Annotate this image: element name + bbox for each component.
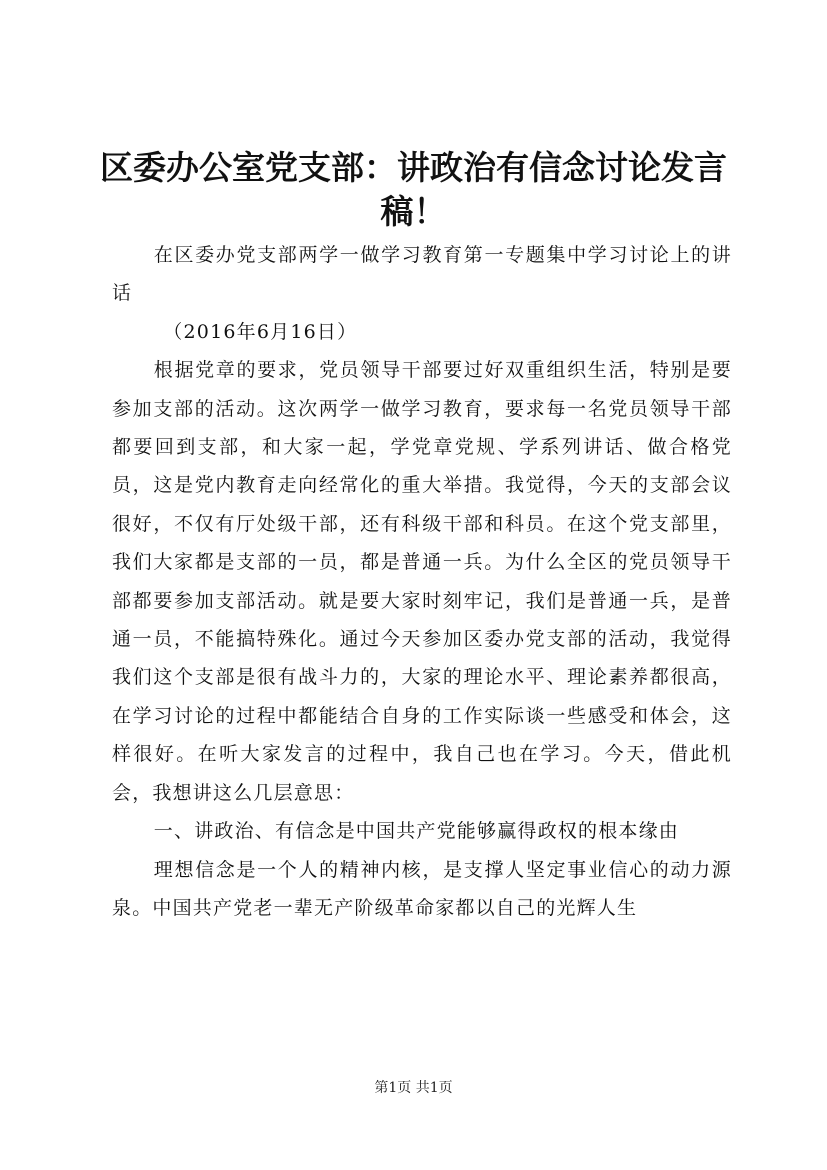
- document-body: [112, 236, 732, 927]
- subtitle-paragraph: 在区委办党支部两学一做学习教育第一专题集中学习讨论上的讲话: [112, 244, 732, 305]
- body-paragraph-1: 根据党章的要求，党员领导干部要过好双重组织生活，特别是要参加支部的活动。这次两学一做学习教育，要求每一名党员领导干部都要回到支部，和大家一起，学党章党规、学系列讲话、做合格党员，这是党内教育走向经常化的重大举措。我觉得，今天的支部会议很好，不仅有厅处级干部，还有科级干部和科员。在这个党支部里，我们大家都是支部的一员，都是普通一兵。为什么全区的党员领导干部都要参加支部活动。就是要大家时刻牢记，我们是普通一兵，是普通一员，不能搞特殊化。通过今天参加区委办党支部的活动，我觉得我们这个支部是很有战斗力的，大家的理论水平、理论素养都很高，在学习讨论的过程中都能结合自身的工作实际谈一些感受和体会，这样很好。在听大家发言的过程中，我自己也在学习。今天，借此机会，我想讲这么几层意思：: [112, 359, 732, 804]
- document-title: 区委办公室党支部：讲政治有信念讨论发言稿！: [100, 148, 727, 231]
- date-paragraph: （2016年6月16日）: [163, 320, 358, 343]
- page-footer: 第1页 共1页: [374, 1080, 453, 1096]
- section-heading: 一、讲政治、有信念是中国共产党能够赢得政权的根本缘由: [153, 820, 679, 843]
- body-paragraph-2: 理想信念是一个人的精神内核，是支撑人坚定事业信心的动力源泉。中国共产党老一辈无产阶级革命家都以自己的光辉人生: [112, 858, 732, 919]
